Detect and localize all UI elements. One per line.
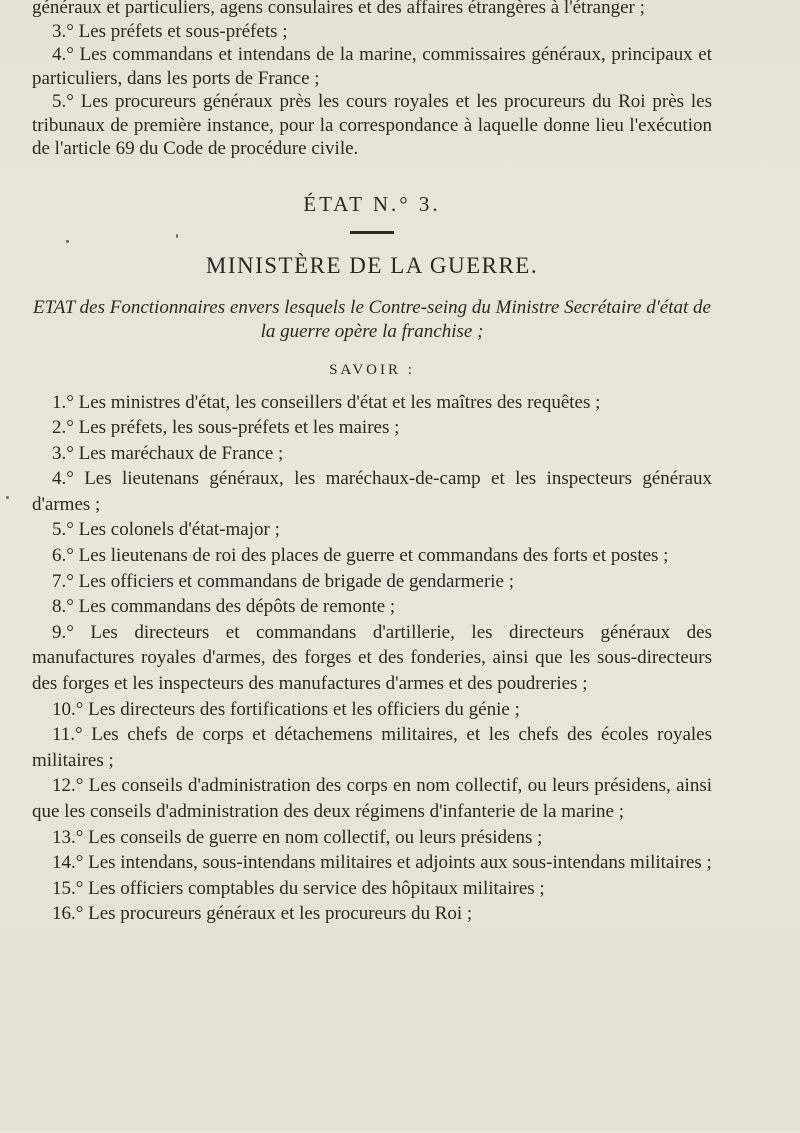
list-item: 4.° Les lieutenans généraux, les maréchaux-de-camp et les inspecteurs généraux d'armes ; (32, 468, 712, 515)
list-item: 2.° Les préfets, les sous-préfets et les maires ; (52, 417, 400, 439)
list-item: 13.° Les conseils de guerre en nom collectif, ou leurs présidens ; (52, 826, 543, 848)
list-item: 15.° Les officiers comptables du service des hôpitaux militaires ; (52, 877, 545, 899)
list-item: 5.° Les procureurs généraux près les cours royales et les procureurs du Roi près les tribunaux de première instance, pour la correspondance à laquelle donne lieu l'exécution de l'article 69 du Code de procédure civile. (32, 91, 712, 159)
ministry-title: MINISTÈRE DE LA GUERRE. (205, 252, 539, 278)
list-item: 4.° Les commandans et intendans de la marine, commissaires généraux, principaux et particuliers, dans les ports de France ; (32, 44, 712, 89)
list-item: 16.° Les procureurs généraux et les procureurs du Roi ; (52, 903, 473, 925)
list-item: 6.° Les lieutenans de roi des places de guerre et commandans des forts et postes ; (52, 545, 669, 567)
savoir-label: SAVOIR : (329, 361, 415, 378)
list-item: 10.° Les directeurs des fortifications et les officiers du génie ; (52, 698, 520, 720)
paper-speck (66, 240, 69, 243)
etat-heading: ÉTAT N.° 3. (303, 191, 441, 216)
section-subtitle: ETAT des Fonctionnaires envers lesquels le Contre-seing du Ministre Secrétaire d'état de la guerre opère la franchise ; (33, 296, 711, 342)
list-item: 7.° Les officiers et commandans de brigade de gendarmerie ; (52, 570, 515, 592)
list-item: 3.° Les préfets et sous-préfets ; (52, 20, 288, 42)
list-item: 12.° Les conseils d'administration des corps en nom collectif, ou leurs présidens, ainsi que les conseils d'administration des deux régimens d'infanterie de la marine ; (32, 775, 712, 822)
paper-speck (6, 496, 9, 499)
list-item: 14.° Les intendans, sous-intendans militaires et adjoints aux sous-intendans militaires ; (52, 852, 712, 874)
paper-speck (176, 234, 178, 238)
continued-list-block (32, 0, 712, 161)
list-item: 1.° Les ministres d'état, les conseillers d'état et les maîtres des requêtes ; (52, 391, 601, 413)
section-divider (350, 231, 394, 234)
list-item: 9.° Les directeurs et commandans d'artillerie, les directeurs généraux des manufactures royales d'armes, des forges et des fonderies, ainsi que les sous-directeurs des forges et les inspecteurs des manufactures d'armes et des poudreries ; (32, 621, 712, 695)
continued-paragraph: généraux et particuliers, agens consulaires et des affaires étrangères à l'étranger ; (32, 0, 645, 18)
officials-list (32, 390, 712, 927)
list-item: 3.° Les maréchaux de France ; (52, 442, 284, 464)
list-item: 11.° Les chefs de corps et détachemens militaires, et les chefs des écoles royales militaires ; (32, 724, 712, 771)
list-item: 8.° Les commandans des dépôts de remonte ; (52, 596, 396, 618)
list-item: 5.° Les colonels d'état-major ; (52, 519, 280, 541)
